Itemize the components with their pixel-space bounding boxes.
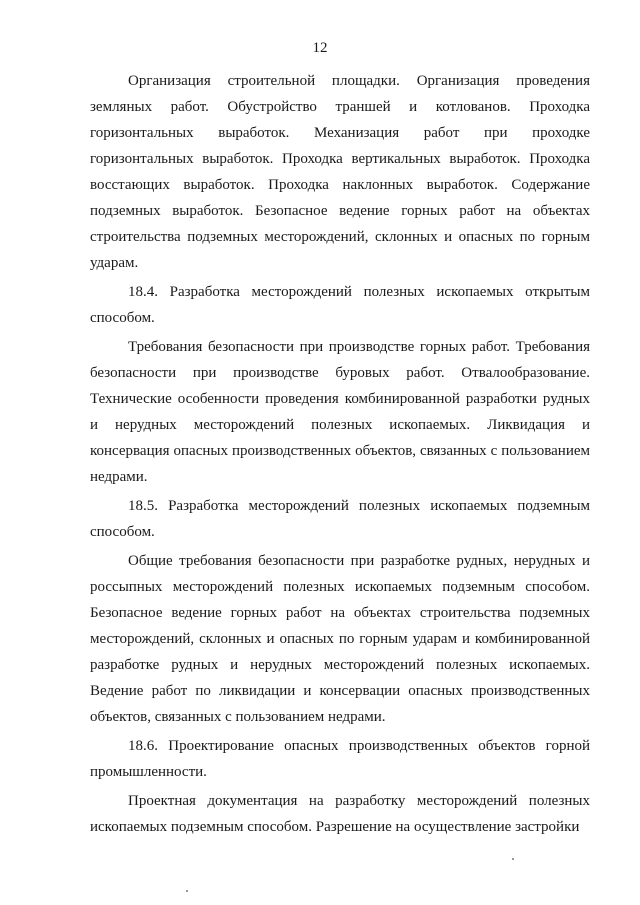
scan-speck <box>186 890 188 892</box>
paragraph-design-documentation: Проектная документация на разработку месторождений полезных ископаемых подземным способом. Разрешение на осуществление застройки <box>90 793 590 835</box>
section-heading-18-6: 18.6. Проектирование опасных производственных объектов горной промышленности. <box>90 738 590 780</box>
paragraph-underground-requirements: Общие требования безопасности при разработке рудных, нерудных и россыпных месторождений полезных ископаемых подземным способом. Безопасное ведение горных работ на объектах строительства подземных месторождений, склонных и опасных по горным ударам и комбинированной разработке рудных и нерудных месторождений полезных ископаемых. Ведение работ по ликвидации и консервации опасных производственных объектов, связанных с пользованием недрами. <box>90 553 590 725</box>
document-body <box>90 68 590 843</box>
paragraph-open-pit-requirements: Требования безопасности при производстве горных работ. Требования безопасности при производстве буровых работ. Отвалообразование. Технические особенности проведения комбинированной разработки рудных и нерудных месторождений полезных ископаемых. Ликвидация и консервация опасных производственных объектов, связанных с пользованием недрами. <box>90 339 590 485</box>
page-number: 12 <box>312 40 328 56</box>
section-heading-18-4: 18.4. Разработка месторождений полезных ископаемых открытым способом. <box>90 284 590 326</box>
scan-speck <box>512 858 514 860</box>
section-heading-18-5: 18.5. Разработка месторождений полезных ископаемых подземным способом. <box>90 498 590 540</box>
paragraph-construction-works: Организация строительной площадки. Организация проведения земляных работ. Обустройство траншей и котлованов. Проходка горизонтальных выработок. Механизация работ при проходке горизонтальных выработок. Проходка вертикальных выработок. Проходка восстающих выработок. Проходка наклонных выработок. Содержание подземных выработок. Безопасное ведение горных работ на объектах строительства подземных месторождений, склонных и опасных по горным ударам. <box>90 73 590 271</box>
